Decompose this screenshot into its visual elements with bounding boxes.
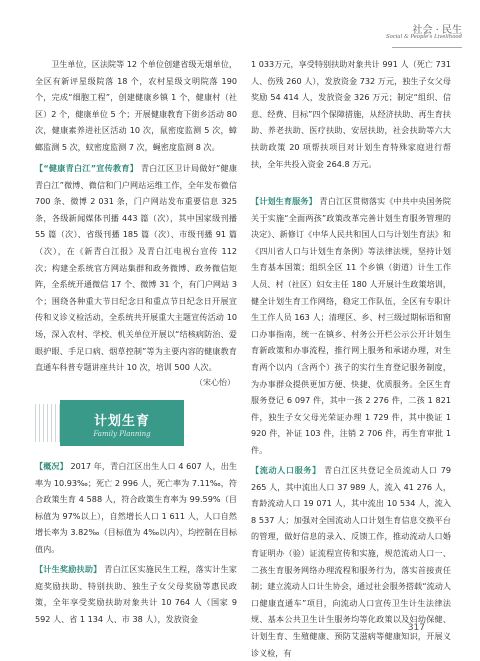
right-column <box>251 56 454 172</box>
publicity-tag: 【“健康青白江”宣传教育】 <box>35 163 139 173</box>
section-title: 社会 · 民生 <box>412 25 462 36</box>
service-tag: 【计划生育服务】 <box>251 196 317 206</box>
banner-decoration <box>35 404 60 442</box>
banner-subtitle: Family Planning <box>93 430 151 438</box>
floating-tag: 【流动人口服务】 <box>251 465 321 475</box>
service-text: 青白江区贯彻落实《中共中央国务院关于实施“全面两孩”政策改革完善计划生育服务管理的决定》、新修订《中华人民共和国人口与计划生育法》和《四川省人口与计划生育条例》等法律法规，坚持计划生育基本国策；组织全区 11 个乡镇（街道）计生工作人员、村（社区）妇女主任 180 人开展计生政策培训，健全计划生育工作网络，稳定工作队伍，全区有专职计生工作人员 163 人；清理区、乡、村三级过期标语和窗口办事指南，统一在镇乡、村务公开栏公示公开计划生育新政策和办事流程，推行网上服务和承诺办理，对生育两个以内（含两个）孩子的实行生育登记服务制度，为办事群众提供更加方便、快捷、优质服务。全区生育服务登记 6 097 件，其中一孩 2 276 件，二孩 1 821 件，独生子女父母光荣证办理 1 729 件，其中换证 1 920 件，补证 103 件，注销 2 706 件，再生育审批 1 件。 <box>251 196 454 455</box>
section-banner <box>60 400 184 446</box>
floating-text: 青白江区共登记全员流动人口 79 265 人，其中流出人口 37 989 人，流入 41 276 人，育龄流动人口 19 071 人，其中流出 10 534 人，流入 8 537 人；加强对全国流动人口计划生育信息交换平台的管理，做好信息的录入、反馈工作，推动流动人口婚育证明办（验）证流程宣传和实施，规范流动人口一、二孩生育服务网络办理流程和服务行为，落实首接责任制；建立流动人口计生协会，通过社会服务搭载“流动人口健康直通车”项目，向流动人口宣传卫生计生法律法规、基本公共卫生计生服务均等化政策以及妇幼保健、计划生育、生殖健康、预防艾滋病等健康知识，开展义诊义检，有 <box>251 465 454 658</box>
reward-text: 青白江区实施民生工程，落实计生家庭奖励扶助、特别扶助、独生子女父母奖励等惠民政策，全年享受奖励扶助对象共计 10 764 人（国家 9 592 人、省 1 134 人、市 38 人），发放资金 <box>35 564 240 624</box>
reward-tag: 【计生奖励扶助】 <box>35 564 102 574</box>
left-paragraph-1: 卫生单位，区法院等 12 个单位创建省级无烟单位，全区有新评星级院落 18 个，农村星级文明院落 190 个，完成“细胞工程”，创建健康乡镇 1 个，健康村（社区）2 个，健康单位 5 个；开展健康教育下街乡活动 80 次，健康素养进社区活动 10 次，鼠密度监测 5 次，蟑螂监测 5 次，蚊密度监测 7 次，蝇密度监测 8 次。 <box>35 59 240 152</box>
page-header <box>350 3 480 51</box>
right-paragraph-1: 1 033万元，享受特别扶助对象共计 991 人（死亡 731 人、伤残 260 人），发放资金 732 万元，独生子女父母奖励 54 414 人，发放资金 326 万元；制定“组织、信息、经费、目标”四个保障措施，从经济扶助、再生育扶助、养老扶助、医疗扶助、安居扶助，社会扶助等六大扶助政策 20 项帮扶项目对计划生育特殊家庭进行帮扶，全年共投入资金 264.8 万元。 <box>251 59 454 169</box>
publicity-paragraph <box>35 160 240 376</box>
overview-section <box>35 458 237 558</box>
reward-section <box>35 561 240 627</box>
author-signature: （宋心怡） <box>195 378 235 387</box>
page-number: 317 <box>407 623 425 633</box>
family-planning-service-section <box>251 193 454 459</box>
publicity-section <box>35 160 240 376</box>
banner-title: 计划生育 <box>93 414 150 429</box>
overview-text: 2017 年，青白江区出生人口 4 607 人，出生率为 10.93‰；死亡 2 996 人，死亡率为 7.11‰，符合政策生育 4 588 人，符合政策生育率为 99.59%（目标值为 97%以上），自然增长人口 1 611 人，人口自然增长率为 3.82‰（目标值为 4‰以内），均控制在目标值内。 <box>35 461 237 554</box>
footer-rule <box>250 629 370 630</box>
section-subtitle: Social & People's Livelihood <box>385 34 462 40</box>
header-rule <box>392 47 462 48</box>
overview-tag: 【概况】 <box>35 461 68 471</box>
service-paragraph <box>251 193 454 459</box>
reward-paragraph <box>35 561 240 627</box>
left-column <box>35 56 240 156</box>
overview-paragraph <box>35 458 237 558</box>
publicity-text: 青白江区卫计局做好“健康青白江”微博、微信和门户网站运维工作，全年发布微信 700 条、微博 2 031 条，门户网站发布重要信息 325 条，各级新闻媒体刊播 443 篇（次），其中国家级刊播 55 篇（次）、省级刊播 185 篇（次）、市级刊播 91 篇（次），在《新青白江报》及青白江电视台宣传 112 次；构建全系统官方网站集群和政务微博、政务微信矩阵，全系统开通微信 17 个、微博 31 个，有门户网站 3 个；围绕各种重大节日纪念日和重点节日纪念日开展宣传和义诊义检活动，全系统共开展重大主题宣传活动 10 场，深入农村、学校、机关单位开展以“结核病防治、爱眼护眼、手足口病、烟草控制”等为主要内容的健康教育直通车科普专题讲座共计 10 次，培训 500 人次。 <box>35 163 240 373</box>
